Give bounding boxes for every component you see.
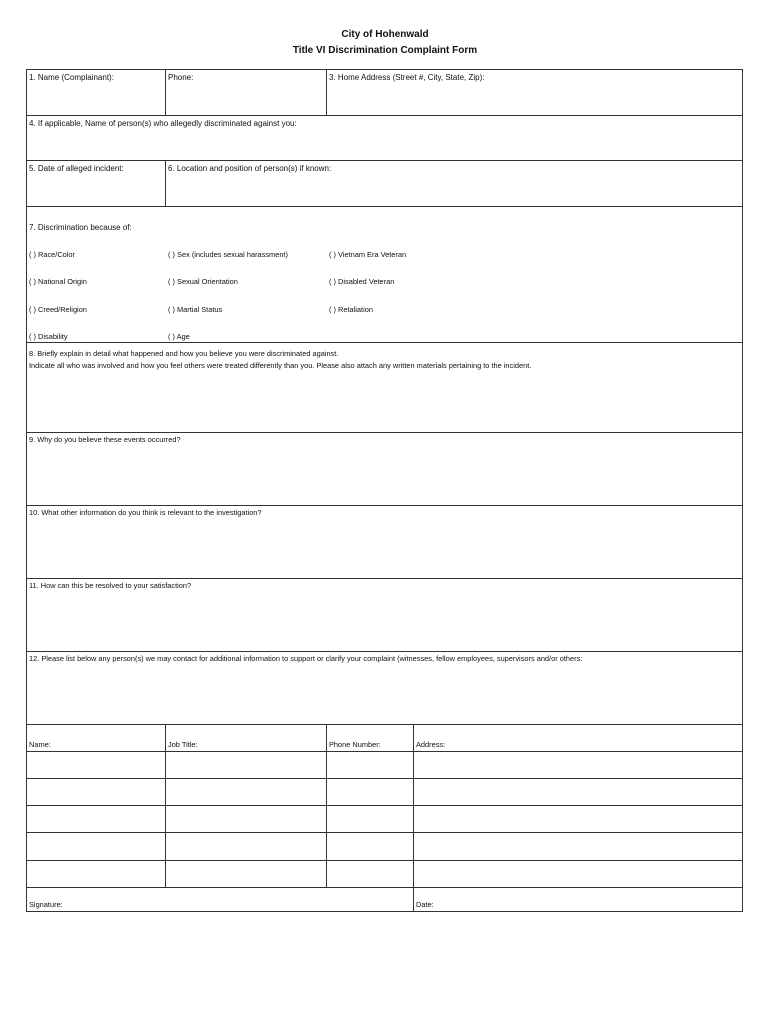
question-10: 10. What other information do you think is relevant to the investigation? (29, 508, 262, 517)
age-checkbox[interactable]: ( ) Age (168, 332, 190, 341)
sexual-orientation-checkbox[interactable]: ( ) Sexual Orientation (168, 277, 238, 286)
date-field-label[interactable]: Date: (416, 900, 434, 909)
contact-name-header: Name: (29, 740, 51, 749)
divider (26, 778, 743, 779)
vietnam-veteran-checkbox[interactable]: ( ) Vietnam Era Veteran (329, 250, 407, 259)
divider (26, 342, 743, 343)
divider (26, 578, 743, 579)
phone-field-label[interactable]: Phone: (168, 73, 194, 82)
contact-phone-header: Phone Number: (329, 740, 381, 749)
divider (26, 860, 743, 861)
signature-field-label[interactable]: Signature: (29, 900, 63, 909)
question-12: 12. Please list below any person(s) we may contact for additional information to support or clarify your complaint (witnesses, fellow employees, supervisors and/or others: (29, 654, 583, 663)
divider (165, 69, 166, 116)
divider (413, 724, 414, 912)
divider (26, 505, 743, 506)
divider (26, 432, 743, 433)
divider (326, 724, 327, 888)
divider (26, 805, 743, 806)
divider (326, 69, 327, 116)
sex-checkbox[interactable]: ( ) Sex (includes sexual harassment) (168, 250, 288, 259)
disabled-veteran-checkbox[interactable]: ( ) Disabled Veteran (329, 277, 395, 286)
divider (26, 832, 743, 833)
national-origin-checkbox[interactable]: ( ) National Origin (29, 277, 87, 286)
question-8-line1: 8. Briefly explain in detail what happened and how you believe you were discriminated against. (29, 349, 339, 358)
divider (26, 724, 743, 725)
date-incident-field-label[interactable]: 5. Date of alleged incident: (29, 164, 124, 173)
discrimination-heading: 7. Discrimination because of: (29, 223, 132, 232)
race-checkbox[interactable]: ( ) Race/Color (29, 250, 75, 259)
divider (26, 160, 743, 161)
question-9: 9. Why do you believe these events occurred? (29, 435, 181, 444)
contact-job-title-header: Job Title: (168, 740, 198, 749)
question-11: 11. How can this be resolved to your satisfaction? (29, 581, 192, 590)
divider (26, 651, 743, 652)
contact-address-header: Address: (416, 740, 446, 749)
form-border (26, 69, 743, 912)
divider (165, 724, 166, 888)
divider (26, 751, 743, 752)
divider (26, 206, 743, 207)
divider (26, 115, 743, 116)
form-title: Title VI Discrimination Complaint Form (292, 45, 478, 56)
retaliation-checkbox[interactable]: ( ) Retaliation (329, 305, 373, 314)
form-city-title: City of Hohenwald (341, 29, 429, 40)
persons-field-label[interactable]: 4. If applicable, Name of person(s) who allegedly discriminated against you: (29, 119, 297, 128)
divider (26, 887, 743, 888)
location-field-label[interactable]: 6. Location and position of person(s) if known: (168, 164, 332, 173)
disability-checkbox[interactable]: ( ) Disability (29, 332, 68, 341)
name-field-label[interactable]: 1. Name (Complainant): (29, 73, 114, 82)
creed-checkbox[interactable]: ( ) Creed/Religion (29, 305, 87, 314)
address-field-label[interactable]: 3. Home Address (Street #, City, State, Zip): (329, 73, 485, 82)
marital-status-checkbox[interactable]: ( ) Martial Status (168, 305, 223, 314)
divider (165, 160, 166, 207)
question-8-line2: Indicate all who was involved and how you feel others were treated differently than you. Please also attach any written materials pertaining to the incident. (29, 361, 532, 370)
